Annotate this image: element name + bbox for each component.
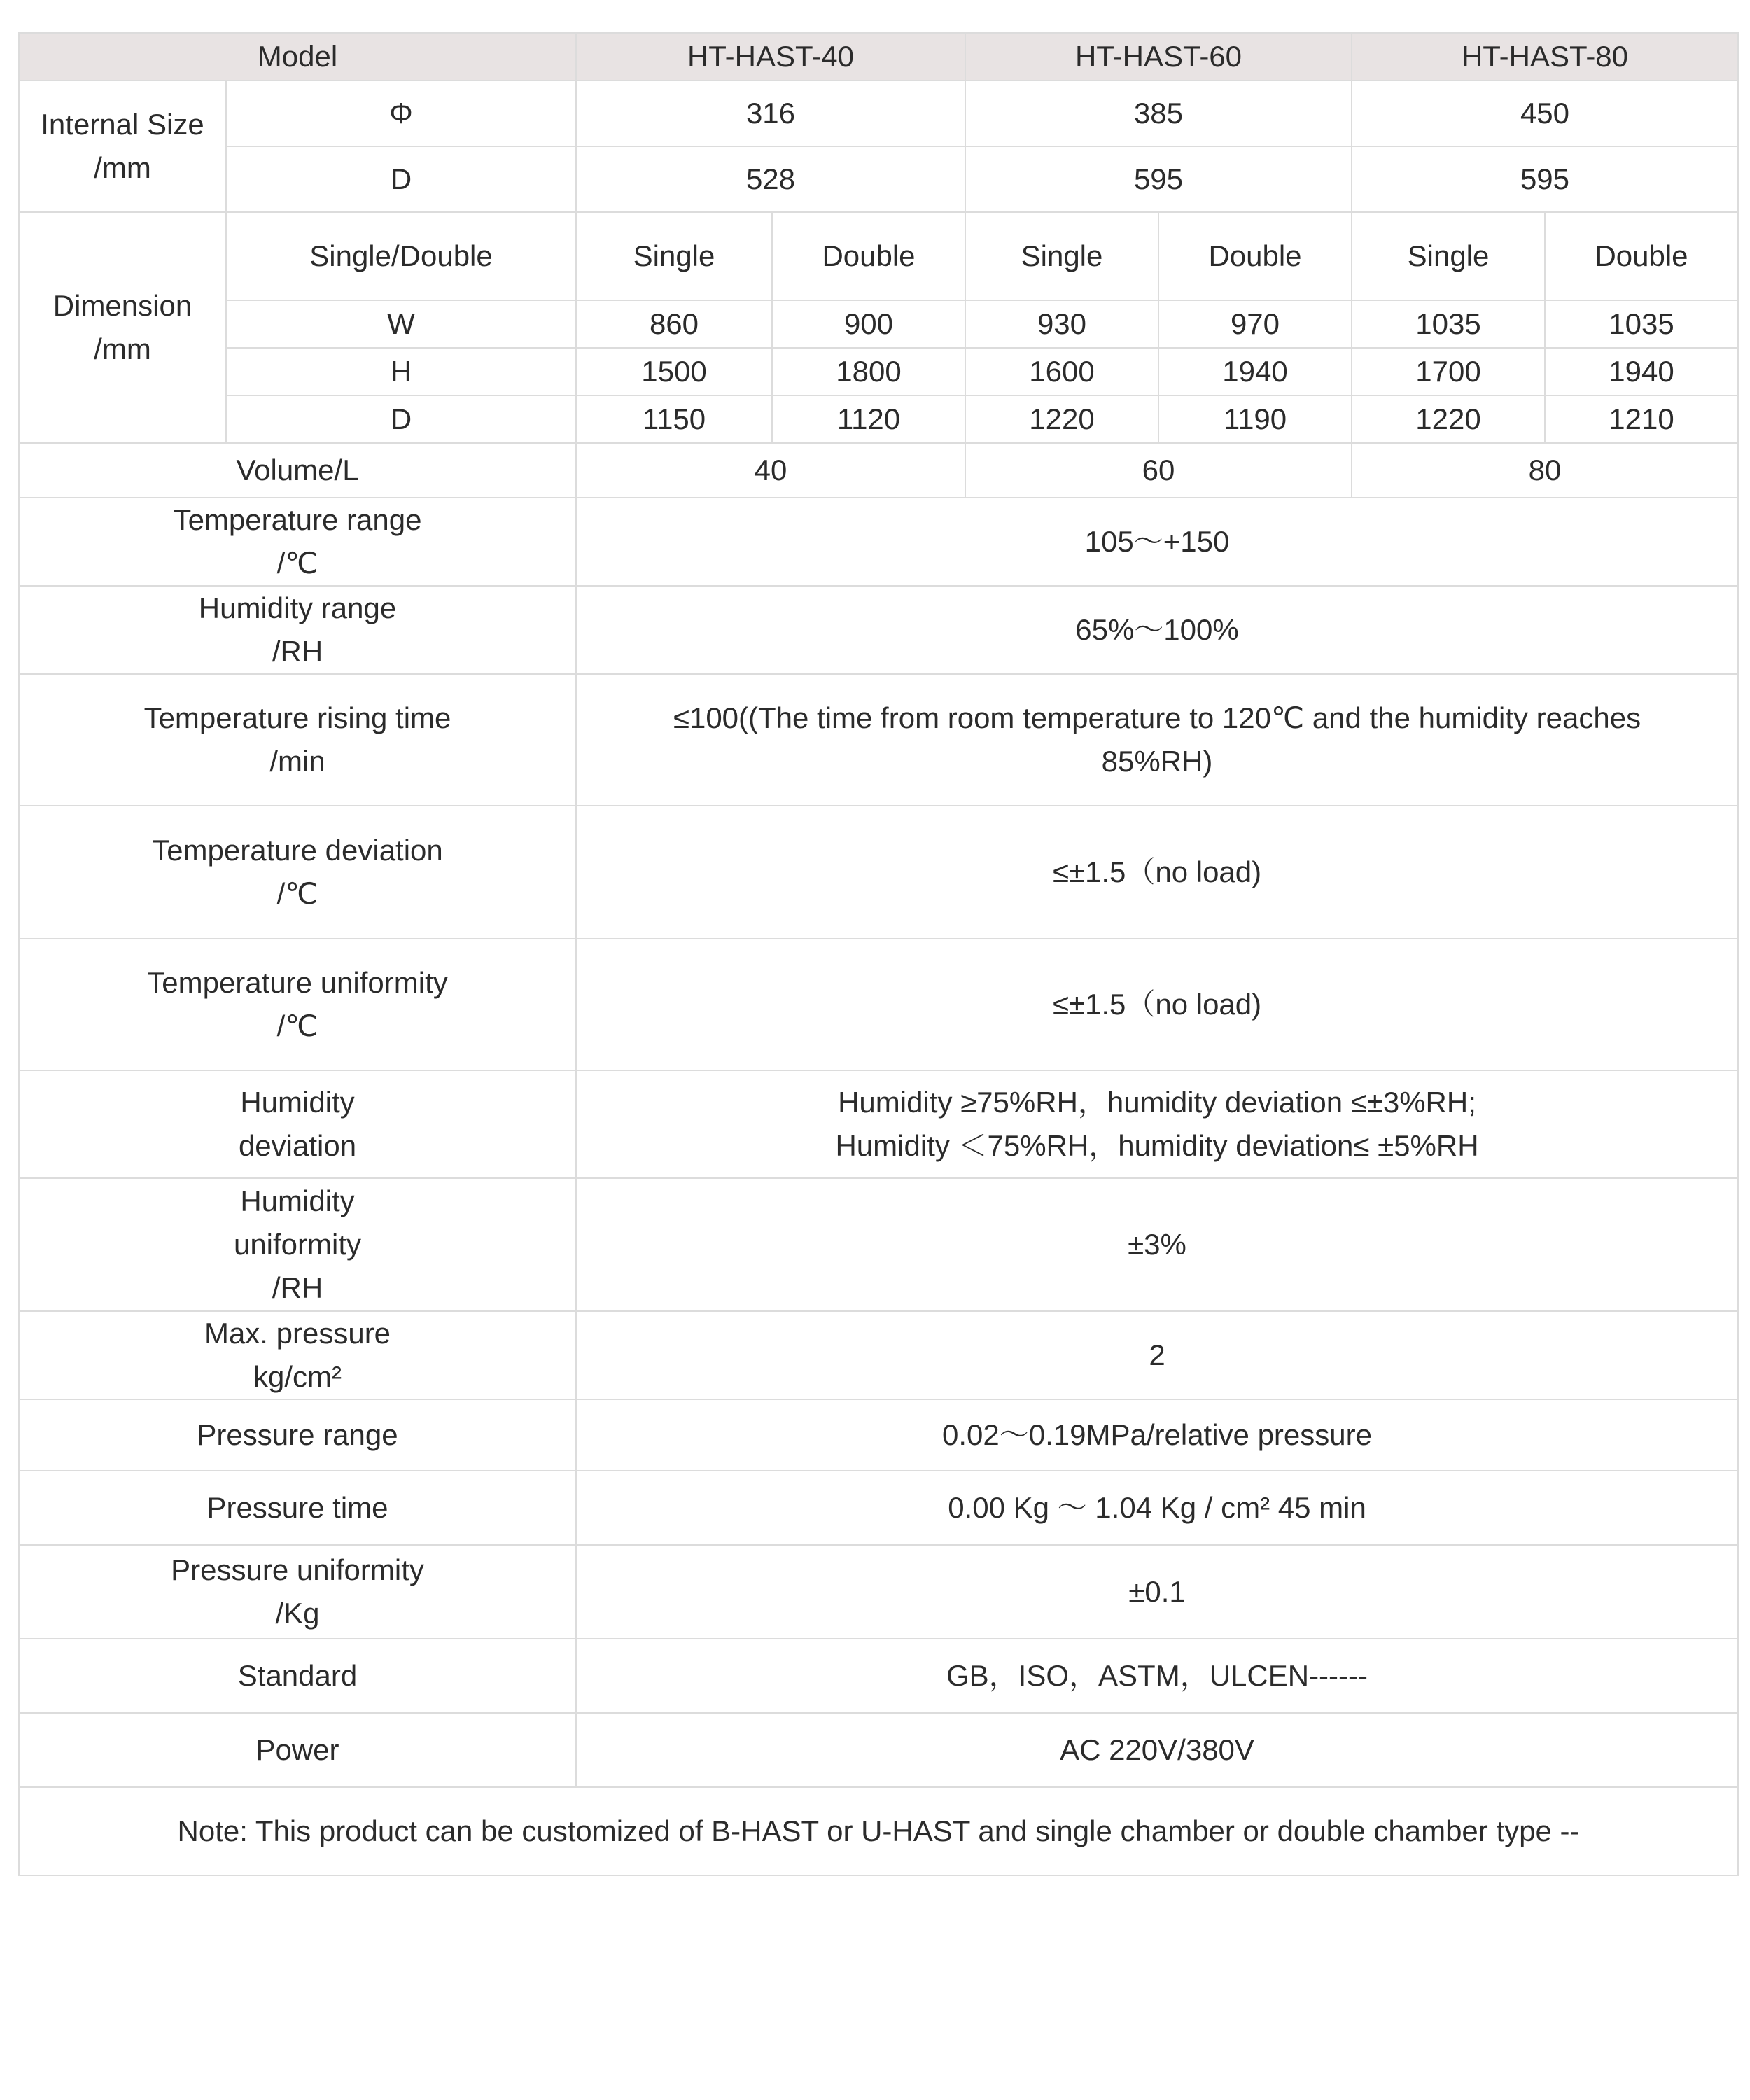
table-cell: Double — [772, 212, 965, 300]
d-label: D — [226, 146, 576, 212]
table-cell: Double — [1158, 212, 1352, 300]
humidity-deviation-label — [19, 1070, 576, 1178]
row-label: deviation — [238, 1129, 357, 1162]
model-name: HT-HAST-40 — [576, 33, 965, 80]
w-label: W — [226, 300, 576, 348]
dimension-label — [19, 212, 226, 443]
pressure-time-value: 0.00 Kg ～ 1.04 Kg / cm² 45 min — [576, 1471, 1738, 1545]
table-cell: 595 — [965, 146, 1352, 212]
table-cell: Single — [576, 212, 772, 300]
row-unit: /Kg — [275, 1597, 320, 1630]
humidity-range-value: 65%～100% — [576, 586, 1738, 674]
row-label: Temperature uniformity — [147, 966, 448, 999]
value-line: Humidity ＜75%RH，humidity deviation≤ ±5%RH — [835, 1129, 1479, 1162]
row-label: Internal Size — [41, 108, 204, 141]
table-cell: 1120 — [772, 396, 965, 443]
note-row — [19, 1787, 1738, 1875]
table-cell: 60 — [965, 443, 1352, 498]
table-cell: 860 — [576, 300, 772, 348]
temp-deviation-row — [19, 806, 1738, 939]
temp-deviation-value: ≤±1.5（no load) — [576, 806, 1738, 939]
temp-range-value: 105～+150 — [576, 498, 1738, 586]
table-cell: 595 — [1352, 146, 1738, 212]
standard-label: Standard — [19, 1639, 576, 1713]
temp-range-label — [19, 498, 576, 586]
power-row — [19, 1713, 1738, 1787]
pressure-time-label: Pressure time — [19, 1471, 576, 1545]
type-label: Single/Double — [226, 212, 576, 300]
dimension-type-row — [19, 212, 1738, 300]
row-unit: /℃ — [276, 1009, 318, 1042]
table-cell: 80 — [1352, 443, 1738, 498]
table-cell: 528 — [576, 146, 965, 212]
row-unit: /RH — [272, 635, 323, 668]
humidity-deviation-value — [576, 1070, 1738, 1178]
row-unit: /℃ — [276, 547, 318, 580]
table-cell: 385 — [965, 80, 1352, 146]
pressure-range-label: Pressure range — [19, 1399, 576, 1471]
row-unit: /RH — [272, 1271, 323, 1304]
humidity-uniformity-row — [19, 1178, 1738, 1311]
value-line: 85%RH) — [1101, 745, 1213, 778]
temp-range-row — [19, 498, 1738, 586]
pressure-uniformity-value: ±0.1 — [576, 1545, 1738, 1639]
dimension-h-row — [19, 348, 1738, 396]
table-cell: 40 — [576, 443, 965, 498]
standard-row — [19, 1639, 1738, 1713]
humidity-deviation-row — [19, 1070, 1738, 1178]
table-cell: 1210 — [1545, 396, 1738, 443]
dimension-w-row — [19, 300, 1738, 348]
pressure-time-row — [19, 1471, 1738, 1545]
row-unit: kg/cm² — [253, 1360, 342, 1393]
dimension-d-row — [19, 396, 1738, 443]
row-label: Humidity range — [198, 592, 397, 624]
pressure-range-value: 0.02～0.19MPa/relative pressure — [576, 1399, 1738, 1471]
table-cell: Single — [965, 212, 1158, 300]
table-cell: 1940 — [1158, 348, 1352, 396]
humidity-range-label — [19, 586, 576, 674]
table-cell: 1220 — [965, 396, 1158, 443]
header-row — [19, 33, 1738, 80]
row-label: Humidity — [240, 1184, 355, 1217]
table-cell: 316 — [576, 80, 965, 146]
row-label: Dimension — [52, 289, 192, 322]
table-cell: 1700 — [1352, 348, 1545, 396]
table-cell: 1500 — [576, 348, 772, 396]
pressure-range-row — [19, 1399, 1738, 1471]
temp-rising-label — [19, 674, 576, 806]
max-pressure-label — [19, 1311, 576, 1399]
row-unit: /mm — [94, 332, 151, 365]
table-cell: Double — [1545, 212, 1738, 300]
volume-label: Volume/L — [19, 443, 576, 498]
row-label: Humidity — [240, 1086, 355, 1119]
model-name: HT-HAST-80 — [1352, 33, 1738, 80]
table-cell: 1600 — [965, 348, 1158, 396]
table-cell: 1150 — [576, 396, 772, 443]
humidity-range-row — [19, 586, 1738, 674]
table-cell: 450 — [1352, 80, 1738, 146]
max-pressure-row — [19, 1311, 1738, 1399]
note-text: Note: This product can be customized of B-HAST or U-HAST and single chamber or double chamber type -- — [19, 1787, 1738, 1875]
model-name: HT-HAST-60 — [965, 33, 1352, 80]
power-value: AC 220V/380V — [576, 1713, 1738, 1787]
row-label: Pressure uniformity — [171, 1553, 424, 1586]
row-label: Max. pressure — [204, 1317, 391, 1350]
temp-uniformity-label — [19, 939, 576, 1070]
temp-uniformity-value: ≤±1.5（no load) — [576, 939, 1738, 1070]
standard-value: GB，ISO，ASTM，ULCEN------ — [576, 1639, 1738, 1713]
d-label: D — [226, 396, 576, 443]
temp-rising-row — [19, 674, 1738, 806]
row-unit: /℃ — [276, 877, 318, 910]
table-cell: 1940 — [1545, 348, 1738, 396]
internal-size-d-row — [19, 146, 1738, 212]
row-unit: /min — [270, 745, 326, 778]
row-label: uniformity — [233, 1228, 362, 1261]
value-line: Humidity ≥75%RH，humidity deviation ≤±3%RH; — [838, 1086, 1476, 1119]
row-unit: /mm — [94, 151, 151, 184]
row-label: Temperature range — [173, 503, 422, 536]
table-cell: Single — [1352, 212, 1545, 300]
table-cell: 970 — [1158, 300, 1352, 348]
temp-deviation-label — [19, 806, 576, 939]
row-label: Temperature rising time — [144, 701, 451, 734]
humidity-uniformity-value: ±3% — [576, 1178, 1738, 1311]
table-cell: 930 — [965, 300, 1158, 348]
humidity-uniformity-label — [19, 1178, 576, 1311]
table-cell: 1190 — [1158, 396, 1352, 443]
table-cell: 1800 — [772, 348, 965, 396]
volume-row — [19, 443, 1738, 498]
internal-size-phi-row — [19, 80, 1738, 146]
temp-uniformity-row — [19, 939, 1738, 1070]
model-label: Model — [19, 33, 576, 80]
internal-size-label — [19, 80, 226, 212]
pressure-uniformity-label — [19, 1545, 576, 1639]
value-line: ≤100((The time from room temperature to 120℃ and the humidity reaches — [673, 701, 1642, 734]
power-label: Power — [19, 1713, 576, 1787]
table-cell: 1035 — [1352, 300, 1545, 348]
pressure-uniformity-row — [19, 1545, 1738, 1639]
table-cell: 1220 — [1352, 396, 1545, 443]
row-label: Temperature deviation — [152, 834, 443, 867]
temp-rising-value — [576, 674, 1738, 806]
table-cell: 900 — [772, 300, 965, 348]
phi-label: Φ — [226, 80, 576, 146]
h-label: H — [226, 348, 576, 396]
spec-table — [18, 32, 1739, 1876]
max-pressure-value: 2 — [576, 1311, 1738, 1399]
table-cell: 1035 — [1545, 300, 1738, 348]
